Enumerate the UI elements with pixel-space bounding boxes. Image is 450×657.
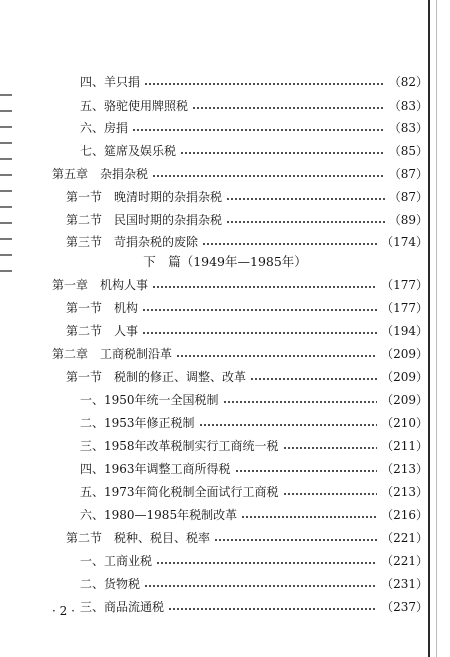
toc-entry-page: （213） <box>381 462 428 476</box>
toc-entry-title: 第三节 苛捐杂税的废除 <box>66 235 199 249</box>
toc-section-entry[interactable] <box>0 187 450 207</box>
dot-leader <box>142 332 377 334</box>
toc-entry-title: 一、工商业税 <box>80 554 153 568</box>
toc-entry-page: （213） <box>381 485 428 499</box>
dot-leader <box>180 152 385 154</box>
dot-leader <box>283 493 378 495</box>
toc-entry-title: 第一节 税制的修正、调整、改革 <box>66 370 247 384</box>
dot-leader <box>226 198 385 200</box>
toc-entry-title: 第二节 民国时期的杂捐杂税 <box>66 213 223 227</box>
toc-entry[interactable] <box>0 436 450 456</box>
toc-entry-page: （85） <box>388 144 428 158</box>
toc-entry-page: （221） <box>381 531 428 545</box>
toc-entry-title: 四、1963年调整工商所得税 <box>80 462 231 476</box>
toc-entry-page: （87） <box>388 190 428 204</box>
toc-entry-page: （83） <box>388 99 428 113</box>
toc-entry-title: 第二节 税种、税目、税率 <box>66 531 211 545</box>
toc-entry-title: 第五章 杂捐杂税 <box>52 167 149 181</box>
dot-leader <box>152 286 377 288</box>
toc-entry-page: （221） <box>381 554 428 568</box>
part-heading: 下 篇（1949年—1985年） <box>143 254 307 269</box>
toc-entry-title: 五、骆驼使用牌照税 <box>80 99 189 113</box>
toc-entry-page: （83） <box>388 121 428 135</box>
toc-entry-page: （177） <box>381 278 428 292</box>
toc-entry-title: 二、货物税 <box>80 577 141 591</box>
toc-entry[interactable] <box>0 551 450 571</box>
toc-entry-title: 第二章 工商税制沿革 <box>52 347 173 361</box>
toc-entry[interactable] <box>0 96 450 116</box>
toc-section-entry[interactable] <box>0 321 450 341</box>
toc-entry-page: （177） <box>381 301 428 315</box>
dot-leader <box>214 539 377 541</box>
toc-entry-page: （210） <box>381 416 428 430</box>
dot-leader <box>235 470 378 472</box>
toc-entry-title: 第一章 机构人事 <box>52 278 149 292</box>
dot-leader <box>223 401 378 403</box>
dot-leader <box>142 309 377 311</box>
toc-entry-title: 五、1973年简化税制全面试行工商税 <box>80 485 279 499</box>
toc-chapter-entry[interactable] <box>0 275 450 295</box>
toc-entry-page: （237） <box>381 600 428 614</box>
toc-entry[interactable] <box>0 118 450 138</box>
toc-entry[interactable] <box>0 390 450 410</box>
toc-entry-page: （89） <box>388 213 428 227</box>
toc-entry-title: 二、1953年修正税制 <box>80 416 195 430</box>
toc-chapter-entry[interactable] <box>0 344 450 364</box>
toc-entry-page: （209） <box>381 347 428 361</box>
page-number: · 2 · <box>52 604 75 618</box>
toc-entry-title: 第一节 机构 <box>66 301 139 315</box>
toc-entry-title: 第二节 人事 <box>66 324 139 338</box>
dot-leader <box>176 355 377 357</box>
toc-entry[interactable] <box>0 72 450 92</box>
toc-entry[interactable] <box>0 574 450 594</box>
toc-entry-title: 三、商品流通税 <box>80 600 165 614</box>
toc-entry-page: （87） <box>388 167 428 181</box>
toc-section-entry[interactable] <box>0 210 450 230</box>
toc-entry-title: 七、筵席及娱乐税 <box>80 144 177 158</box>
toc-entry[interactable] <box>0 413 450 433</box>
dot-leader <box>144 83 385 85</box>
dot-leader <box>283 447 378 449</box>
toc-entry-title: 一、1950年统一全国税制 <box>80 393 219 407</box>
toc-entry[interactable] <box>0 141 450 161</box>
toc-section-entry[interactable] <box>0 528 450 548</box>
toc-entry-page: （216） <box>381 508 428 522</box>
dot-leader <box>202 243 377 245</box>
toc-entry-title: 第一节 晚清时期的杂捐杂税 <box>66 190 223 204</box>
dot-leader <box>226 221 385 223</box>
toc-entry-title: 三、1958年改革税制实行工商统一税 <box>80 439 279 453</box>
dot-leader <box>250 378 377 380</box>
toc-entry-page: （82） <box>388 75 428 89</box>
toc-entry-title: 六、1980—1985年税制改革 <box>80 508 238 522</box>
toc-section-entry[interactable] <box>0 367 450 387</box>
toc-entry-page: （209） <box>381 393 428 407</box>
toc-entry-page: （231） <box>381 577 428 591</box>
toc-entry-title: 四、羊只捐 <box>80 75 141 89</box>
toc-chapter-entry[interactable] <box>0 164 450 184</box>
toc-entry-page: （174） <box>381 235 428 249</box>
toc-entry[interactable] <box>0 459 450 479</box>
dot-leader <box>199 424 378 426</box>
dot-leader <box>192 107 385 109</box>
dot-leader <box>132 129 385 131</box>
toc-section-entry[interactable] <box>0 232 450 252</box>
dot-leader <box>152 175 385 177</box>
toc-entry-page: （211） <box>381 439 428 453</box>
toc-entry-title: 六、房捐 <box>80 121 129 135</box>
toc-entry[interactable] <box>0 505 450 525</box>
dot-leader <box>241 516 377 518</box>
dot-leader <box>156 562 377 564</box>
toc-entry-page: （194） <box>381 324 428 338</box>
toc-entry[interactable] <box>0 482 450 502</box>
toc-entry-page: （209） <box>381 370 428 384</box>
toc-section-entry[interactable] <box>0 298 450 318</box>
dot-leader <box>144 585 377 587</box>
dot-leader <box>168 608 377 610</box>
